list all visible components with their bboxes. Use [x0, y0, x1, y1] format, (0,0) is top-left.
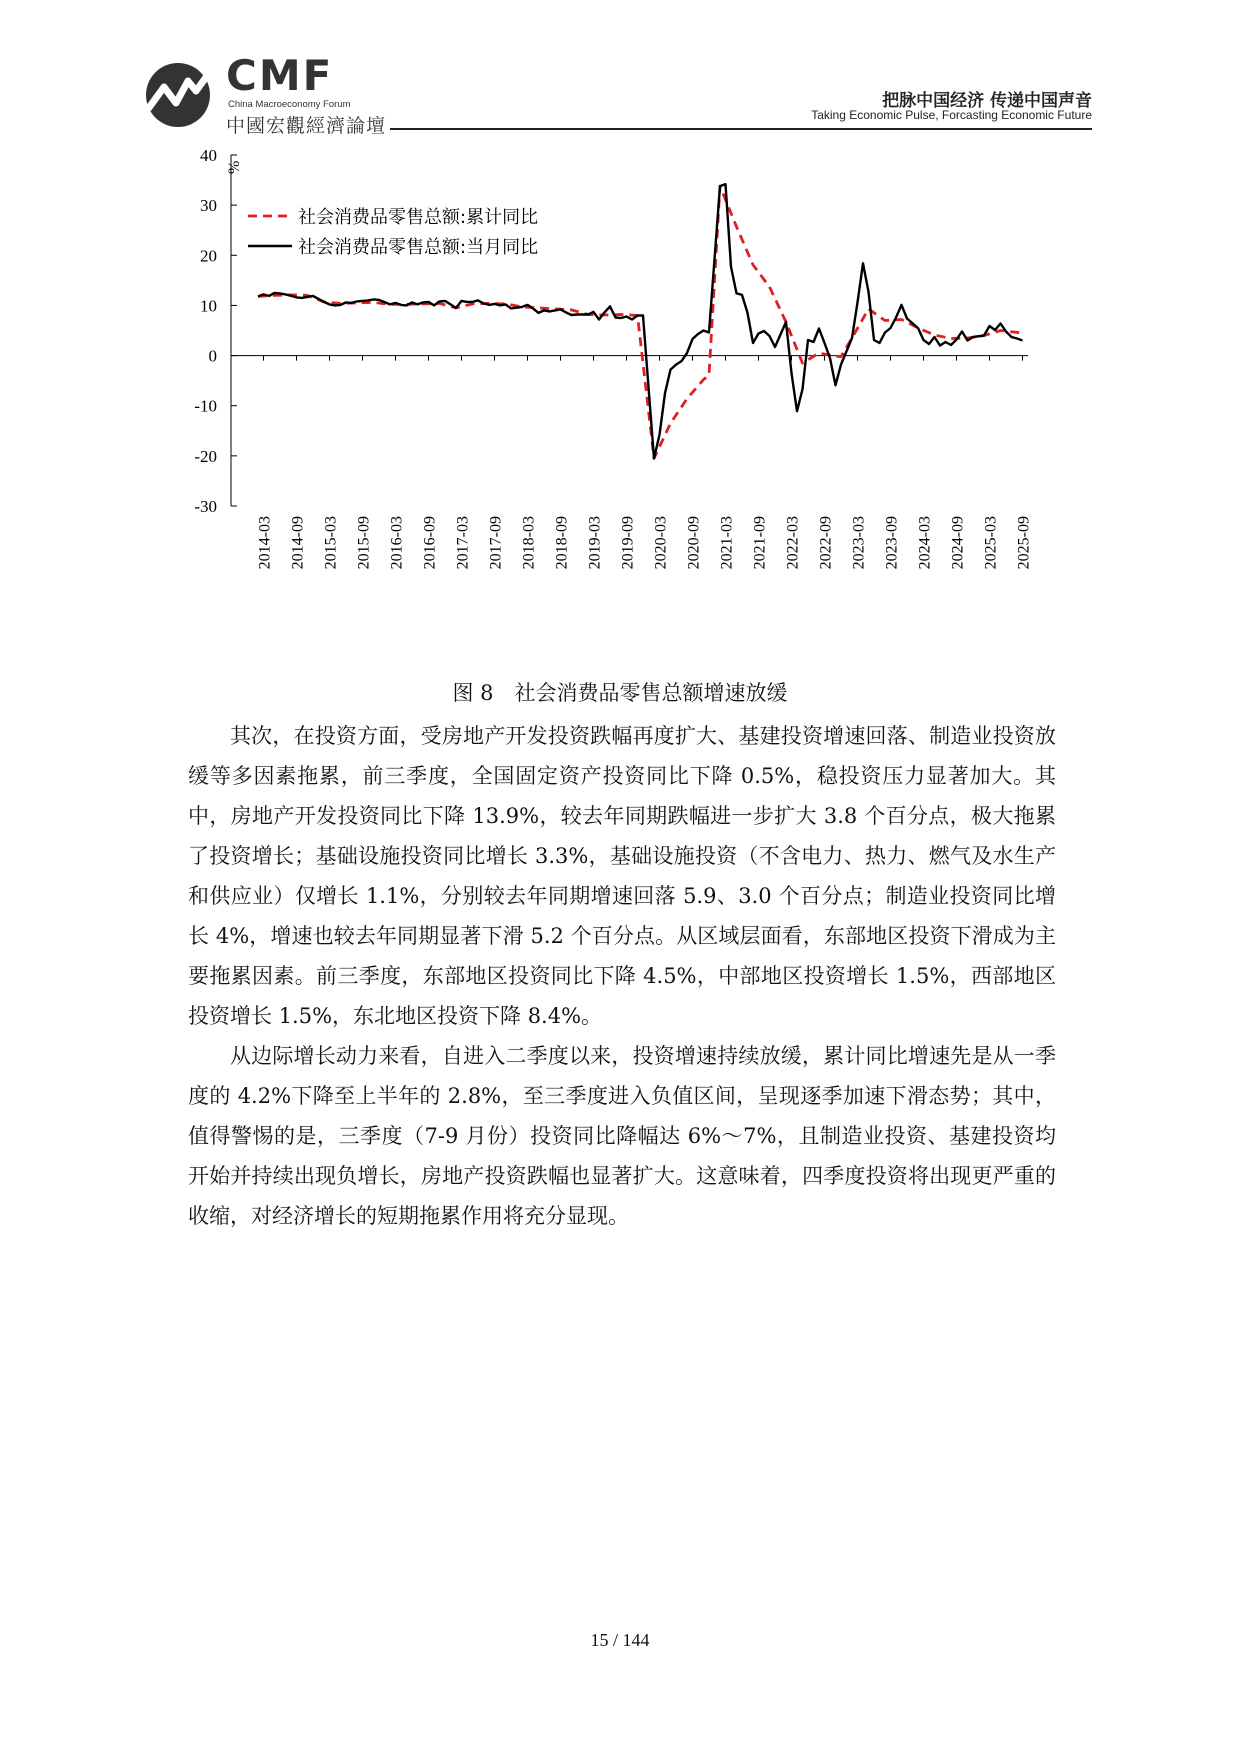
x-tick-label: 2023-03: [850, 516, 868, 570]
figure-caption: 图 8 社会消费品零售总额增速放缓: [452, 681, 788, 705]
paragraph: 从边际增长动力来看，自进入二季度以来，投资增速持续放缓，累计同比增速先是从一季度的 4.2%下降至上半年的 2.8%，至三季度进入负值区间，呈现逐季加速下滑态势；其中，值得警惕的是，三季度（7-9 月份）投资同比降幅达 6%～7%，且制造业投资、基建投资均开始并持续出现负增长，房地产投资跌幅也显著扩大。这意味着，四季度投资将出现更严重的收缩，对经济增长的短期拖累作用将充分显现。: [188, 1044, 1056, 1228]
x-tick-label: 2015-09: [355, 516, 373, 570]
page-header: [0, 0, 1240, 140]
page-number: 15 / 144: [590, 1630, 650, 1650]
legend-label: 社会消费品零售总额:当月同比: [298, 237, 539, 258]
x-tick-label: 2014-09: [289, 516, 307, 570]
y-tick-label: 20: [200, 246, 217, 266]
logo-chinese-name: 中國宏觀經濟論壇: [226, 115, 387, 137]
y-tick-label: 30: [200, 196, 217, 216]
x-axis: [231, 356, 1033, 570]
x-tick-label: 2024-09: [949, 516, 967, 570]
x-tick-label: 2019-09: [619, 516, 637, 570]
header-divider: [390, 128, 1092, 130]
x-tick-label: 2021-09: [751, 516, 769, 570]
x-tick-label: 2018-03: [520, 516, 538, 570]
y-tick-label: 10: [200, 296, 217, 316]
x-tick-label: 2017-03: [454, 516, 472, 570]
x-tick-label: 2015-03: [322, 516, 340, 570]
chart-legend: [248, 207, 538, 258]
x-tick-label: 2016-03: [388, 516, 406, 570]
logo-text: CMF: [226, 51, 334, 100]
y-tick-label: 40: [200, 146, 217, 165]
y-tick-label: -10: [194, 396, 217, 416]
x-tick-label: 2019-03: [586, 516, 604, 570]
x-tick-label: 2022-09: [817, 516, 835, 570]
retail-sales-chart: [194, 146, 1060, 670]
x-tick-label: 2024-03: [916, 516, 934, 570]
body-text: [188, 716, 1056, 1236]
x-tick-label: 2018-09: [553, 516, 571, 570]
y-tick-label: -20: [194, 446, 217, 466]
x-tick-label: 2020-03: [652, 516, 670, 570]
slogan-english: Taking Economic Pulse, Forcasting Economic Future: [811, 108, 1092, 122]
x-tick-label: 2017-09: [487, 516, 505, 570]
x-tick-label: 2025-03: [982, 516, 1000, 570]
x-tick-label: 2023-09: [883, 516, 901, 570]
x-tick-label: 2014-03: [256, 516, 274, 570]
y-tick-label: 0: [208, 346, 217, 366]
logo-subtitle: China Macroeconomy Forum: [228, 99, 351, 110]
x-tick-label: 2021-03: [718, 516, 736, 570]
x-tick-label: 2025-09: [1015, 516, 1033, 570]
y-axis-unit-label: %: [226, 160, 243, 174]
paragraph: 其次，在投资方面，受房地产开发投资跌幅再度扩大、基建投资增速回落、制造业投资放缓等多因素拖累，前三季度，全国固定资产投资同比下降 0.5%，稳投资压力显著加大。其中，房地产开发投资同比下降 13.9%，较去年同期跌幅进一步扩大 3.8 个百分点，极大拖累了投资增长；基础设施投资同比增长 3.3%，基础设施投资（不含电力、热力、燃气及水生产和供应业）仅增长 1.1%，分别较去年同期增速回落 5.9、3.0 个百分点；制造业投资同比增长 4%，增速也较去年同期显著下滑 5.2 个百分点。从区域层面看，东部地区投资下滑成为主要拖累因素。前三季度，东部地区投资同比下降 4.5%，中部地区投资增长 1.5%，西部地区投资增长 1.5%，东北地区投资下降 8.4%。: [188, 724, 1056, 1028]
y-axis: [194, 146, 243, 516]
legend-label: 社会消费品零售总额:累计同比: [298, 207, 539, 228]
y-tick-label: -30: [194, 497, 217, 516]
x-tick-label: 2022-03: [784, 516, 802, 570]
x-tick-label: 2020-09: [685, 516, 703, 570]
slogan-chinese: 把脉中国经济 传递中国声音: [882, 91, 1092, 111]
cmf-logo-icon: [140, 57, 220, 129]
x-tick-label: 2016-09: [421, 516, 439, 570]
